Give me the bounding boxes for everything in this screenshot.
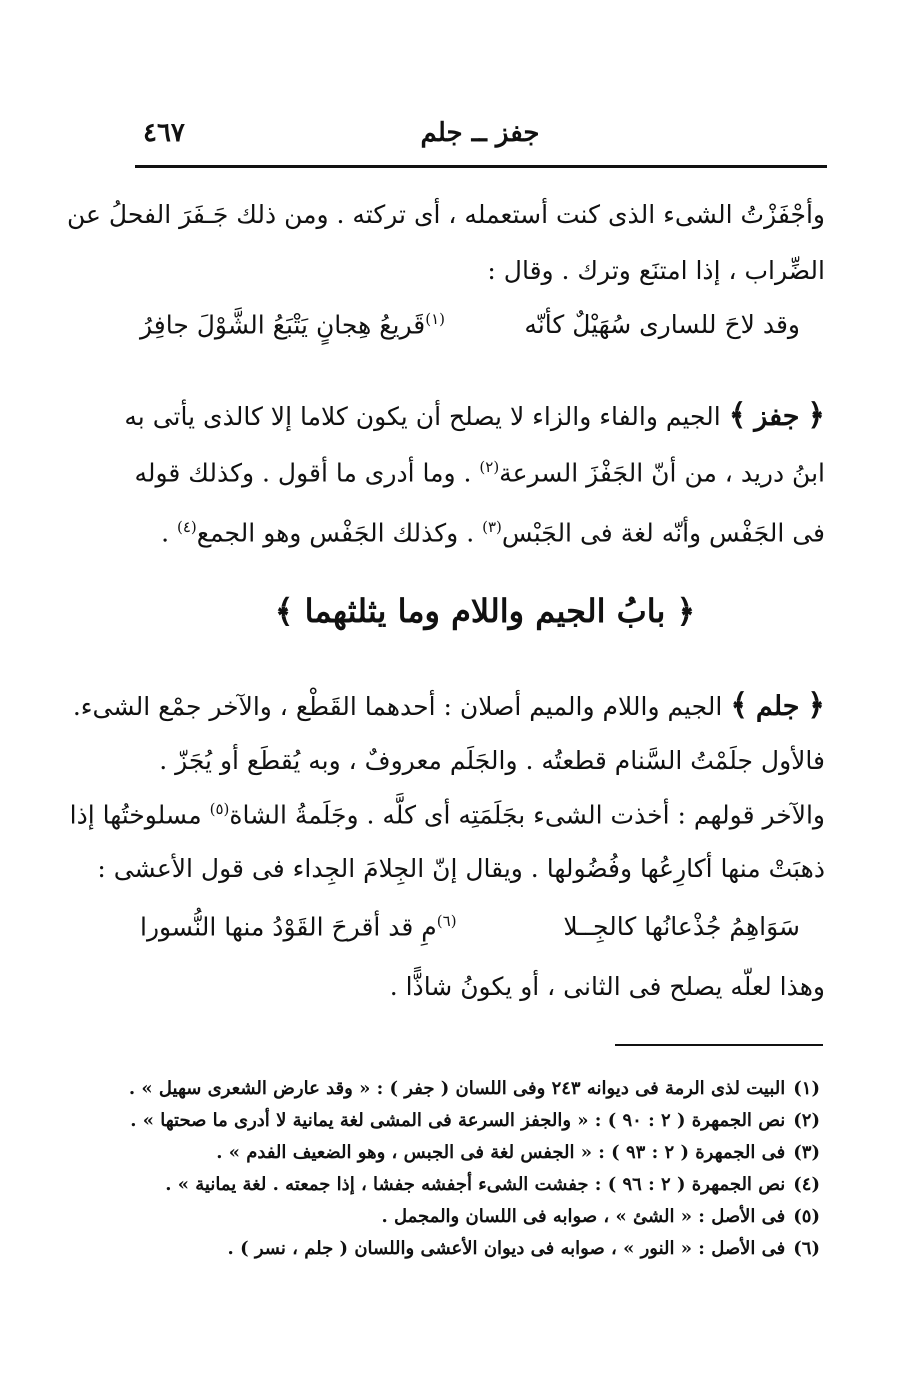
verse-hemistich-first: سَوَاهِمُ جُذْعانُها كالجِــلا bbox=[563, 912, 800, 941]
text-segment: فى الجَفْس وأنّه لغة فى الجَبْس bbox=[501, 518, 825, 548]
text-segment: . وكذلك الجَفْس وهو الجمع bbox=[196, 518, 483, 548]
verse-hemistich-second bbox=[140, 310, 445, 339]
entry-headword: جلم bbox=[755, 691, 800, 722]
footnote-item bbox=[140, 1142, 820, 1174]
footnote-text: فى الأصل : « النور » ، صوابه فى ديوان الأعشى واللسان ( جلم ، نسر ) . bbox=[227, 1238, 786, 1259]
text-line: وهذا لعلّه يصلح فى الثانى ، أو يكونُ شاذًّا . bbox=[389, 972, 825, 1001]
footnote-rule bbox=[615, 1044, 823, 1046]
footnote-text: نص الجمهرة ( ٢ : ٩٠ ) : « والجفز السرعة فى المشى لغة يمانية لا أدرى ما صحتها » . bbox=[130, 1110, 786, 1131]
text-segment: . bbox=[161, 518, 177, 548]
entry-headword: جفز bbox=[754, 401, 800, 432]
text-segment: والآخر قولهم : أخذت الشىء بجَلَمَتِه أى كلَّه . وجَلَمةُ الشاة bbox=[229, 800, 825, 830]
verse-hemistich-second bbox=[140, 912, 457, 941]
footnote-item bbox=[128, 1078, 820, 1110]
bracket-close: ﴾ bbox=[730, 688, 748, 723]
verse-line bbox=[140, 310, 830, 350]
footnote-item bbox=[140, 1174, 820, 1206]
footnote-number: (٣) bbox=[793, 1142, 820, 1163]
text-line: ذهبَتْ منها أكارِعُها وفُضُولها . ويقال إنّ الجِلامَ الجِداء فى قول الأعشى : bbox=[97, 854, 825, 883]
page-number: ٤٦٧ bbox=[143, 118, 185, 148]
verse-hemistich-second-text: قَريعُ هِجانٍ يَتْبَعُ الشَّوْلَ جافِرُ bbox=[140, 310, 426, 340]
text-segment: . وما أدرى ما أقول . وكذلك قوله bbox=[134, 458, 480, 488]
footnote-item bbox=[140, 1238, 820, 1270]
footnote-number: (٤) bbox=[793, 1174, 820, 1195]
page-header bbox=[135, 118, 825, 160]
verse-hemistich-second-text: مِ قد أقرحَ القَوْدُ منها النُّسورا bbox=[140, 912, 437, 942]
text-line bbox=[140, 518, 825, 547]
text-line: الجيم واللام والميم أصلان : أحدهما القَطْع ، والآخر جمْع الشىء. bbox=[72, 692, 723, 721]
section-title: ﴿ بابُ الجيم واللام وما يثلثهما ﴾ bbox=[274, 592, 696, 630]
text-line: الجيم والفاء والزاء لا يصلح أن يكون كلاما إلا كالذى يأتى به bbox=[124, 402, 721, 431]
header-rule bbox=[135, 165, 827, 168]
footnote-text: البيت لذى الرمة فى ديوانه ٢٤٣ وفى اللسان ( جفر ) : « وقد عارض الشعرى سهيل » . bbox=[128, 1078, 786, 1099]
footnote-ref: (٦) bbox=[436, 912, 457, 930]
footnote-item bbox=[130, 1110, 820, 1142]
text-line bbox=[134, 458, 825, 488]
footnote-number: (٢) bbox=[793, 1110, 820, 1131]
footnote-number: (١) bbox=[793, 1078, 820, 1099]
footnote-ref: (١) bbox=[425, 310, 445, 328]
footnote-item bbox=[140, 1206, 820, 1238]
text-segment: ابنُ دريد ، من أنّ الجَفْزَ السرعة bbox=[499, 458, 825, 488]
entry-first-line bbox=[124, 398, 825, 433]
footnote-text: نص الجمهرة ( ٢ : ٩٦ ) : جفشت الشىء أجفشه جفشا ، إذا جمعته . لغة يمانية » . bbox=[165, 1174, 786, 1195]
footnote-text: فى الجمهرة ( ٢ : ٩٣ ) : « الجفس لغة فى الجبس ، وهو الضعيف الفدم » . bbox=[216, 1142, 786, 1163]
footnote-ref: (٥) bbox=[209, 800, 230, 818]
bracket-open: ﴿ bbox=[807, 398, 825, 433]
bracket-open: ﴿ bbox=[807, 688, 825, 723]
footnotes bbox=[128, 1078, 820, 1270]
text-line bbox=[69, 800, 825, 830]
entry-first-line bbox=[72, 688, 825, 723]
bracket-close: ﴾ bbox=[728, 398, 747, 433]
verse-line bbox=[140, 912, 830, 952]
footnote-number: (٥) bbox=[793, 1206, 820, 1227]
text-segment: مسلوختُها إذا bbox=[69, 800, 210, 830]
footnote-ref: (٢) bbox=[479, 458, 500, 476]
footnote-text: فى الأصل : « الشئ » ، صوابه فى اللسان والمجمل . bbox=[381, 1206, 786, 1227]
footnote-number: (٦) bbox=[793, 1238, 820, 1259]
footnote-ref: (٣) bbox=[482, 518, 502, 536]
footnote-ref: (٤) bbox=[177, 518, 197, 536]
text-line: وأجْفَزْتُ الشىء الذى كنت أستعمله ، أى تركته . ومن ذلك جَـفَرَ الفحلُ عن bbox=[67, 200, 825, 229]
running-title: جفز ــ جلم bbox=[420, 118, 540, 148]
text-line: الضِّراب ، إذا امتنَع وترك . وقال : bbox=[487, 256, 825, 285]
verse-hemistich-first: وقد لاحَ للسارى سُهَيْلٌ كأنّه bbox=[524, 310, 800, 339]
text-line: فالأول جلَمْتُ السَّنام قطعتُه . والجَلَم معروفٌ ، وبه يُقطَع أو يُجَزّ . bbox=[159, 746, 825, 775]
